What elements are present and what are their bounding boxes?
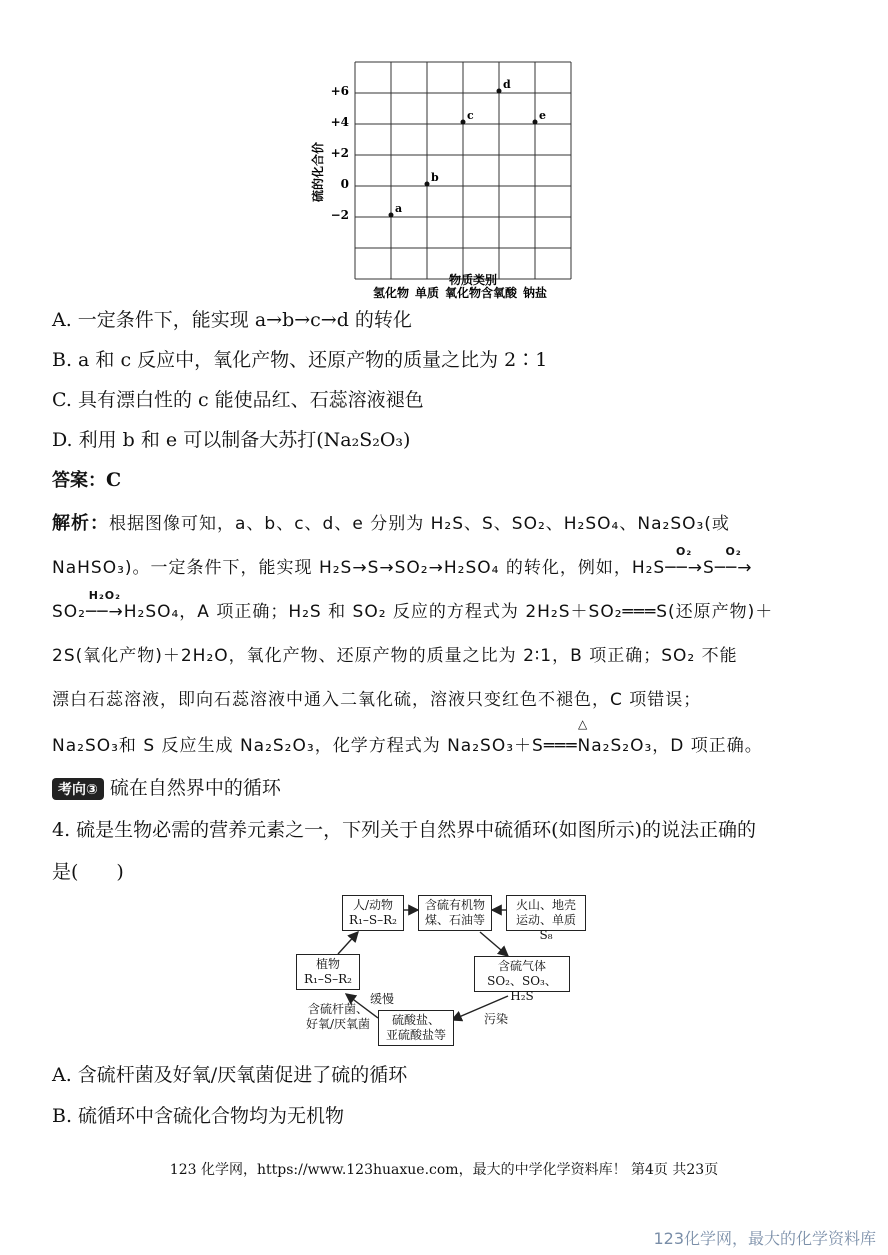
h2o2-arrow: H₂O₂ ──→ xyxy=(86,589,124,622)
data-point-e xyxy=(533,120,538,125)
section-header xyxy=(52,773,281,800)
data-point-d xyxy=(497,89,502,94)
explanation-line-2: NaHSO₃)。一定条件下，能实现 H₂S→S→SO₂→H₂SO₄ 的转化，例如，H₂S O₂ ──→S O₂ ──→ xyxy=(52,545,753,578)
y-tick-label: +2 xyxy=(330,146,349,160)
chart-points xyxy=(389,78,547,218)
cycle-box-volcano xyxy=(506,895,586,942)
y-tick-label: 0 xyxy=(340,177,349,191)
chart-grid xyxy=(355,62,571,279)
cycle-plant-formula: R₁–S–R₂ xyxy=(304,972,352,986)
heat-symbol: △ xyxy=(578,717,588,731)
explanation-line-3: SO₂ H₂O₂ ──→H₂SO₄，A 项正确；H₂S 和 SO₂ 反应的方程式为 2H₂S＋SO₂═══S(还原产物)＋ xyxy=(52,589,774,622)
page-footer: 123 化学网，https://www.123huaxue.com，最大的中学化学资料库！ 第4页 共23页 xyxy=(169,1162,719,1178)
o2-label-1: O₂ xyxy=(675,545,693,558)
q3-option-b: B. a 和 c 反应中，氧化产物、还原产物的质量之比为 2∶1 xyxy=(52,349,548,371)
explanation-text-3: H₂SO₄，A 项正确；H₂S 和 SO₂ 反应的方程式为 2H₂S＋SO₂═══S(还原产物)＋ xyxy=(123,602,774,622)
cycle-sulfate-label-1: 硫酸盐、 xyxy=(391,1013,440,1027)
q4-stem-line-2: 是( ) xyxy=(52,861,124,883)
data-point-label-c: c xyxy=(467,109,474,122)
y-tick-label: +6 xyxy=(330,84,349,98)
answer xyxy=(52,466,121,492)
q4-option-b: B. 硫循环中含硫化合物均为无机物 xyxy=(52,1105,345,1127)
watermark: 123化学网，最大的化学资料库 xyxy=(653,1229,876,1248)
explanation-line-4: 2S(氧化产物)＋2H₂O，氧化产物、还原产物的质量之比为 2∶1，B 项正确；SO₂ 不能 xyxy=(52,646,738,666)
cycle-gas-label: 含硫气体 xyxy=(497,959,546,973)
q3-option-d: D. 利用 b 和 e 可以制备大苏打(Na₂S₂O₃) xyxy=(52,429,411,451)
cycle-organic-examples: 煤、石油等 xyxy=(424,913,485,927)
data-point-label-d: d xyxy=(503,78,511,91)
o2-arrow-1: O₂ ──→ xyxy=(665,545,703,578)
q4-stem-line-1: 4. 硫是生物必需的营养元素之一，下列关于自然界中硫循环(如图所示)的说法正确的 xyxy=(52,819,756,841)
x-tick-label: 氧化物 xyxy=(444,286,482,300)
cycle-box-sulfate xyxy=(378,1010,454,1046)
y-tick-label: +4 xyxy=(330,115,349,129)
cycle-volcano-detail: 运动、单质S₈ xyxy=(515,913,576,942)
cycle-bacteria-line-2: 好氧/厌氧菌 xyxy=(306,1017,371,1031)
section-badge: 考向③ xyxy=(52,778,104,800)
cycle-box-organic xyxy=(418,895,492,931)
data-point-label-a: a xyxy=(395,202,403,215)
explanation-line-5: 漂白石蕊溶液，即向石蕊溶液中通入二氧化硫，溶液只变红色不褪色，C 项错误； xyxy=(52,690,702,710)
x-tick-label: 钠盐 xyxy=(522,286,548,300)
h2o2-label: H₂O₂ xyxy=(88,589,121,602)
cycle-volcano-label: 火山、地壳 xyxy=(515,898,576,912)
section-title: 硫在自然界中的循环 xyxy=(109,777,281,799)
q3-option-d-text: D. 利用 b 和 e 可以制备大苏打(Na xyxy=(52,429,352,451)
chart-y-ticks xyxy=(331,84,349,222)
cycle-slow-label: 缓慢 xyxy=(370,992,395,1006)
data-point-c xyxy=(461,120,466,125)
explanation-text-2: NaHSO₃)。一定条件下，能实现 H₂S→S→SO₂→H₂SO₄ 的转化，例如，H₂S xyxy=(52,558,666,578)
x-tick-label: 氢化物 xyxy=(372,286,410,300)
data-point-label-e: e xyxy=(539,109,546,122)
chart-x-ticks xyxy=(373,285,547,300)
answer-label: 答案： xyxy=(52,470,106,491)
explanation-label: 解析： xyxy=(52,513,109,534)
cycle-organic-label: 含硫有机物 xyxy=(424,898,485,912)
explanation-text-1: 根据图像可知，a、b、c、d、e 分别为 H₂S、S、SO₂、H₂SO₄、Na₂SO₃(或 xyxy=(109,514,730,534)
x-tick-label: 含氧酸 xyxy=(480,286,518,300)
cycle-pollution-label: 污染 xyxy=(484,1012,509,1026)
cycle-bacteria-label xyxy=(306,1002,370,1032)
o2-arrow-2: O₂ ──→ xyxy=(714,545,753,578)
cycle-gas-formulas: SO₂、SO₃、H₂S xyxy=(487,974,557,1003)
answer-value: C xyxy=(106,469,122,491)
q3-option-c: C. 具有漂白性的 c 能使品红、石蕊溶液褪色 xyxy=(52,389,424,411)
data-point-b xyxy=(425,182,430,187)
data-point-a xyxy=(389,213,394,218)
cycle-plant-label: 植物 xyxy=(315,957,340,971)
cycle-bacteria-line-1: 含硫杆菌、 xyxy=(308,1002,369,1016)
q4-option-a: A. 含硫杆菌及好氧/厌氧菌促进了硫的循环 xyxy=(52,1064,408,1086)
cycle-sulfate-label-2: 亚硫酸盐等 xyxy=(385,1028,446,1042)
explanation-line-6: Na₂SO₃和 S 反应生成 Na₂S₂O₃，化学方程式为 Na₂SO₃＋S═══Na₂S₂O₃，D 项正确。 xyxy=(52,736,763,756)
cycle-box-plant xyxy=(296,954,360,990)
explanation-line-1 xyxy=(52,509,730,535)
cycle-box-gas xyxy=(474,956,570,1003)
q3-option-a: A. 一定条件下，能实现 a→b→c→d 的转化 xyxy=(52,309,412,331)
cycle-box-human xyxy=(342,895,404,931)
chart-x-label: 物质类别 xyxy=(448,273,498,287)
valence-chart xyxy=(300,52,590,300)
cycle-human-formula: R₁–S–R₂ xyxy=(349,913,397,927)
y-tick-label: −2 xyxy=(330,208,349,222)
chart-y-label: 硫的化合价 xyxy=(311,141,325,203)
cycle-human-label: 人/动物 xyxy=(352,898,394,912)
data-point-label-b: b xyxy=(431,171,439,184)
x-tick-label: 单质 xyxy=(414,286,440,300)
